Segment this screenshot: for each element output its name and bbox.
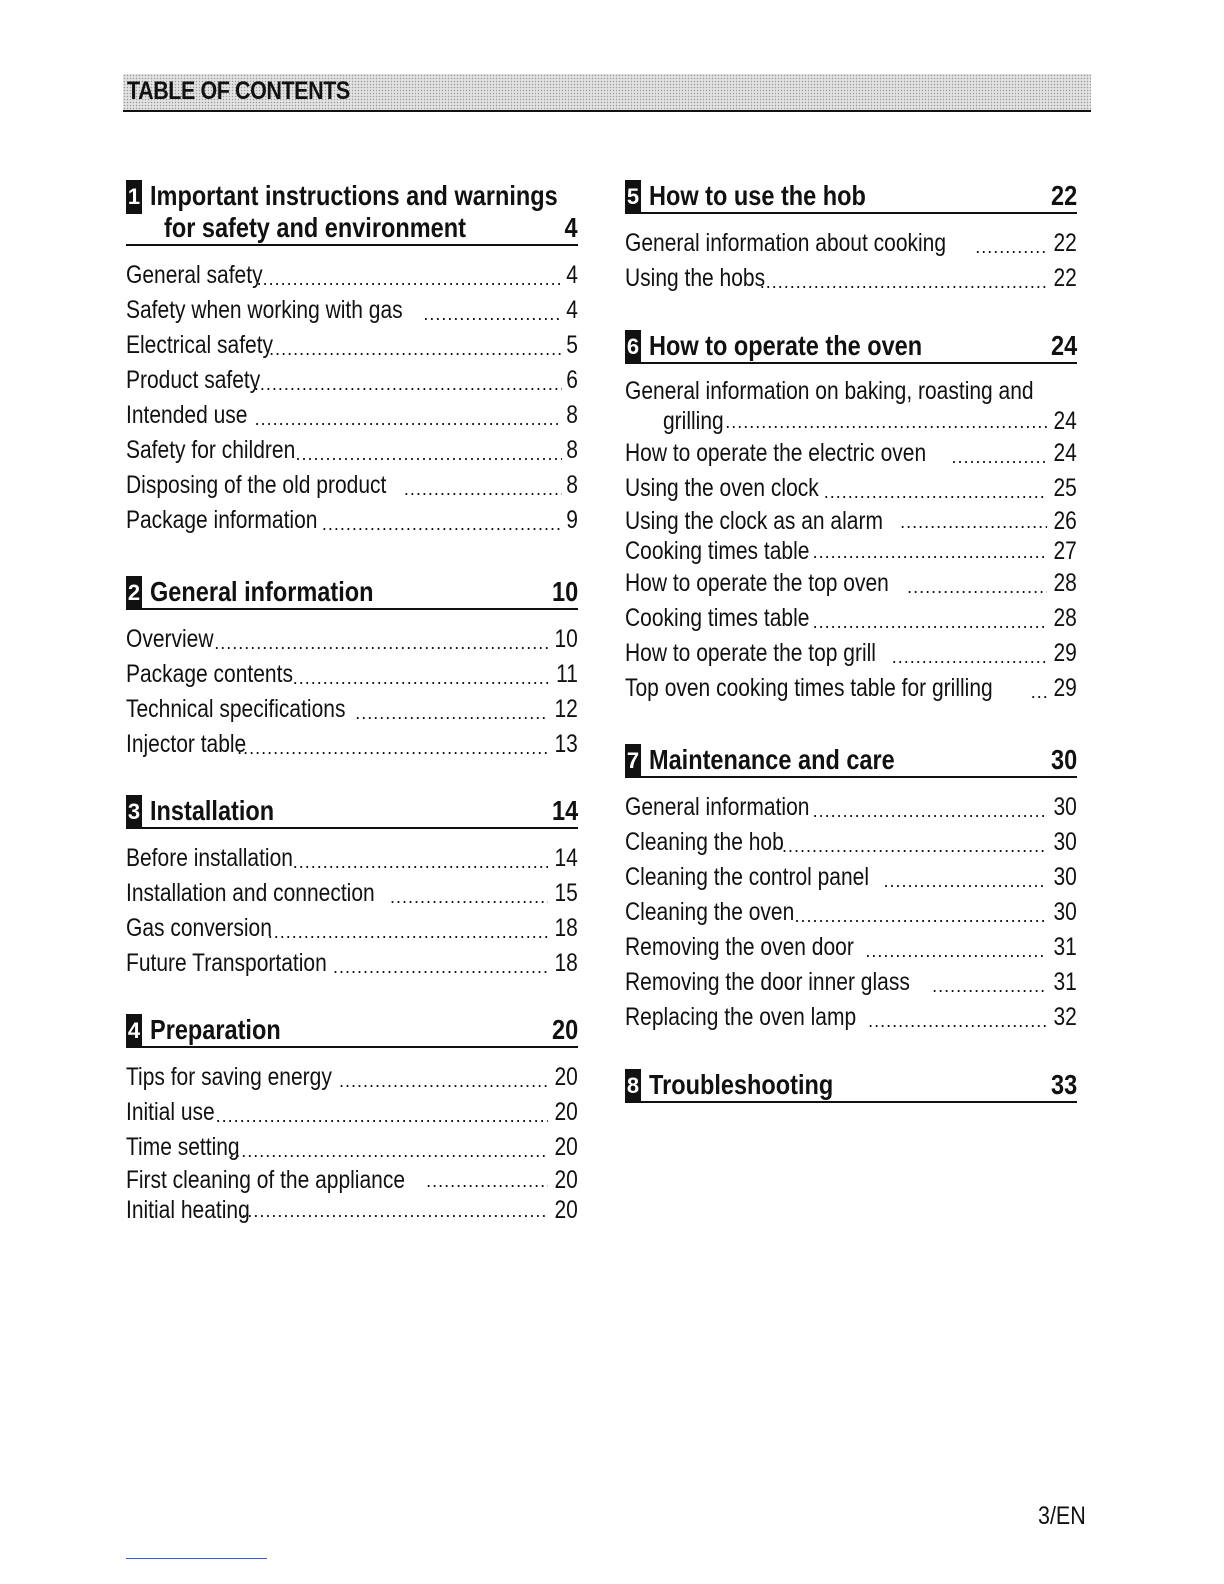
toc-entry-page: 14 [554, 844, 578, 872]
toc-entry[interactable] [126, 622, 578, 657]
section-page-number: 10 [551, 576, 578, 607]
toc-entry-list [126, 258, 578, 538]
dot-leader [339, 1067, 548, 1095]
dot-leader [795, 902, 1048, 930]
toc-entry-title: General information about cooking [625, 229, 947, 257]
dot-leader [293, 848, 548, 876]
dot-leader [229, 1137, 548, 1165]
toc-entry-page: 10 [554, 625, 578, 653]
page-title: TABLE OF CONTENTS [127, 77, 350, 105]
toc-entry[interactable] [625, 506, 1077, 536]
toc-entry-title: Cooking times table [625, 604, 810, 632]
toc-entry[interactable] [625, 436, 1077, 471]
dot-leader [214, 629, 548, 657]
toc-entry-page: 5 [566, 331, 578, 359]
toc-entry-page: 27 [1053, 537, 1077, 565]
toc-entry[interactable] [126, 727, 578, 762]
toc-entry-page: 13 [554, 730, 578, 758]
toc-entry-page: 8 [566, 401, 578, 429]
toc-entry[interactable] [625, 825, 1077, 860]
toc-entry-list [126, 841, 578, 981]
toc-entry[interactable] [126, 363, 578, 398]
toc-entry-title: Replacing the oven lamp [625, 1003, 857, 1031]
toc-entry-page: 22 [1053, 264, 1077, 292]
toc-entry-page: 30 [1053, 898, 1077, 926]
dot-leader [813, 538, 1048, 566]
section-title: How to operate the oven [649, 330, 923, 361]
toc-section-8 [625, 1069, 1077, 1103]
toc-entry[interactable] [126, 657, 578, 692]
dot-leader [725, 408, 1047, 436]
toc-entry-title: Removing the oven door [625, 933, 854, 961]
toc-entry[interactable] [625, 376, 1077, 436]
toc-entry[interactable] [126, 398, 578, 433]
toc-entry-title: General safety [126, 261, 263, 289]
toc-entry-title: Gas conversion [126, 914, 272, 942]
dot-leader [883, 867, 1047, 895]
toc-entry[interactable] [126, 1165, 578, 1195]
section-heading[interactable] [126, 1014, 578, 1048]
section-title: Troubleshooting [649, 1069, 834, 1100]
dot-leader [257, 265, 563, 293]
toc-entry-title: How to operate the top oven [625, 569, 889, 597]
toc-entry-page: 30 [1053, 828, 1077, 856]
toc-entry[interactable] [625, 965, 1077, 1000]
dot-leader [237, 734, 548, 762]
toc-entry-title: Intended use [126, 401, 248, 429]
toc-entry-title: Cleaning the hob [625, 828, 784, 856]
section-heading[interactable] [625, 330, 1077, 364]
dot-leader [426, 1167, 548, 1195]
section-page-number: 33 [1050, 1069, 1077, 1100]
toc-entry-list [126, 622, 578, 762]
chapter-number-badge: 8 [625, 1069, 641, 1103]
section-page-number: 30 [1050, 744, 1077, 775]
toc-entry-page: 32 [1053, 1003, 1077, 1031]
toc-entry-title: Technical specifications [126, 695, 346, 723]
toc-entry-title: How to operate the electric oven [625, 439, 927, 467]
toc-entry[interactable] [625, 536, 1077, 566]
toc-entry-page: 18 [554, 949, 578, 977]
toc-entry[interactable] [126, 911, 578, 946]
toc-entry-title: Time setting [126, 1133, 240, 1161]
toc-entry-title: Electrical safety [126, 331, 274, 359]
toc-entry-title: Overview [126, 625, 214, 653]
toc-entry-page: 25 [1053, 474, 1077, 502]
toc-entry-page: 8 [566, 471, 578, 499]
chapter-number-badge: 7 [625, 744, 641, 778]
toc-entry-title: Safety for children [126, 436, 296, 464]
toc-entry[interactable] [126, 468, 578, 503]
section-title: General information [150, 576, 374, 607]
section-heading[interactable] [126, 576, 578, 610]
section-page-number: 24 [1050, 330, 1077, 361]
toc-entry-title: grilling [663, 407, 724, 435]
dot-leader [296, 440, 563, 468]
section-heading[interactable] [625, 180, 1077, 214]
toc-entry-title: Product safety [126, 366, 261, 394]
chapter-number-badge: 3 [126, 795, 142, 829]
toc-entry-page: 29 [1053, 674, 1077, 702]
section-page-number: 20 [551, 1014, 578, 1045]
toc-entry-page: 4 [566, 296, 578, 324]
toc-entry[interactable] [126, 433, 578, 468]
section-heading[interactable] [126, 180, 578, 246]
toc-entry[interactable] [625, 226, 1077, 261]
dot-leader [932, 972, 1047, 1000]
toc-entry[interactable] [625, 601, 1077, 636]
dot-leader [900, 508, 1047, 536]
toc-entry[interactable] [625, 566, 1077, 601]
dot-leader [1031, 678, 1047, 706]
toc-section-1 [126, 180, 578, 538]
toc-entry-page: 26 [1053, 507, 1077, 535]
dot-leader [404, 475, 562, 503]
toc-entry-page: 31 [1053, 933, 1077, 961]
toc-section-7 [625, 744, 1077, 1035]
toc-section-2 [126, 576, 578, 762]
toc-section-3 [126, 795, 578, 981]
chapter-number-badge: 2 [126, 576, 142, 610]
toc-entry-page: 6 [566, 366, 578, 394]
toc-entry-title: Using the clock as an alarm [625, 507, 883, 535]
section-heading[interactable] [625, 1069, 1077, 1103]
toc-entry[interactable] [126, 1060, 578, 1095]
section-page-number: 14 [551, 795, 578, 826]
section-heading[interactable] [126, 795, 578, 829]
dot-leader [268, 918, 548, 946]
toc-entry-page: 20 [554, 1098, 578, 1126]
dot-leader [269, 335, 562, 363]
toc-entry[interactable] [126, 328, 578, 363]
toc-entry-page: 11 [556, 660, 578, 688]
toc-entry-title: Initial heating [126, 1196, 250, 1224]
section-title: Maintenance and care [649, 744, 895, 775]
toc-entry-title: General information on baking, roasting and [625, 377, 1034, 405]
toc-entry[interactable] [625, 261, 1077, 296]
toc-entry-list [625, 226, 1077, 296]
toc-entry-page: 20 [554, 1133, 578, 1161]
dot-leader [254, 370, 562, 398]
dot-leader [216, 1102, 549, 1130]
toc-entry-list [126, 1060, 578, 1225]
toc-entry-title: Top oven cooking times table for grilling [625, 674, 993, 702]
dot-leader [824, 478, 1048, 506]
dot-leader [390, 883, 548, 911]
toc-entry[interactable] [625, 671, 1077, 706]
toc-entry-page: 30 [1053, 863, 1077, 891]
toc-section-5 [625, 180, 1077, 296]
toc-entry-page: 28 [1053, 604, 1077, 632]
toc-entry-title: Safety when working with gas [126, 296, 403, 324]
toc-entry-title: How to operate the top grill [625, 639, 876, 667]
toc-entry-title: Cooking times table [625, 537, 810, 565]
toc-entry-title: Initial use [126, 1098, 215, 1126]
toc-entry-page: 29 [1053, 639, 1077, 667]
dot-leader [423, 300, 562, 328]
dot-leader [322, 510, 562, 538]
toc-entry-title: Disposing of the old product [126, 471, 387, 499]
toc-entry-page: 15 [554, 879, 578, 907]
chapter-number-badge: 5 [625, 180, 641, 214]
section-title: Preparation [150, 1014, 281, 1045]
toc-entry[interactable] [625, 895, 1077, 930]
toc-entry[interactable] [126, 1095, 578, 1130]
toc-entry[interactable] [126, 1130, 578, 1165]
page-number: 3/EN [1038, 1502, 1086, 1530]
toc-entry[interactable] [625, 930, 1077, 965]
dot-leader [868, 1007, 1047, 1035]
toc-entry-title: Using the oven clock [625, 474, 819, 502]
toc-entry-title: General information [625, 793, 810, 821]
toc-entry-list [625, 376, 1077, 706]
toc-entry[interactable] [126, 258, 578, 293]
toc-entry[interactable] [126, 293, 578, 328]
toc-entry-title: Cleaning the oven [625, 898, 795, 926]
toc-entry-page: 18 [554, 914, 578, 942]
toc-entry-page: 12 [554, 695, 578, 723]
page-header [123, 74, 1091, 112]
toc-entry-page: 31 [1053, 968, 1077, 996]
toc-entry-list [625, 790, 1077, 1035]
toc-entry-page: 9 [566, 506, 578, 534]
toc-entry-page: 20 [554, 1166, 578, 1194]
toc-entry-title: Using the hobs [625, 264, 766, 292]
toc-entry[interactable] [625, 790, 1077, 825]
toc-entry[interactable] [625, 860, 1077, 895]
section-title: for safety and environment [164, 212, 466, 243]
toc-entry[interactable] [625, 471, 1077, 506]
dot-leader [865, 937, 1047, 965]
toc-entry[interactable] [126, 503, 578, 538]
dot-leader [293, 664, 550, 692]
toc-section-4 [126, 1014, 578, 1225]
toc-entry-title: First cleaning of the appliance [126, 1166, 406, 1194]
dot-leader [782, 832, 1047, 860]
toc-entry-page: 28 [1053, 569, 1077, 597]
toc-entry-title: Removing the door inner glass [625, 968, 910, 996]
section-heading[interactable] [625, 744, 1077, 778]
chapter-number-badge: 6 [625, 330, 641, 364]
dot-leader [355, 699, 548, 727]
toc-entry-title: Package information [126, 506, 318, 534]
toc-entry-title: Cleaning the control panel [625, 863, 870, 891]
toc-entry-page: 30 [1053, 793, 1077, 821]
toc-entry-page: 20 [554, 1196, 578, 1224]
section-title: Important instructions and warnings [150, 180, 558, 211]
toc-entry-page: 4 [566, 261, 578, 289]
toc-entry-title: Tips for saving energy [126, 1063, 332, 1091]
dot-leader [241, 1197, 548, 1225]
toc-entry-title: Injector table [126, 730, 247, 758]
toc-entry[interactable] [625, 1000, 1077, 1035]
dot-leader [975, 233, 1047, 261]
dot-leader [813, 797, 1048, 825]
toc-entry-page: 24 [1053, 439, 1077, 467]
dot-leader [952, 443, 1048, 471]
footer-divider [126, 1558, 267, 1559]
toc-entry[interactable] [126, 1195, 578, 1225]
section-page-number: 4 [564, 212, 578, 243]
section-title: Installation [150, 795, 275, 826]
toc-entry-title: Future Transportation [126, 949, 327, 977]
dot-leader [892, 643, 1047, 671]
toc-entry-page: 20 [554, 1063, 578, 1091]
toc-entry[interactable] [625, 636, 1077, 671]
toc-entry[interactable] [126, 692, 578, 727]
chapter-number-badge: 4 [126, 1014, 142, 1048]
dot-leader [813, 608, 1048, 636]
section-page-number: 22 [1050, 180, 1077, 211]
toc-entry-title: Before installation [126, 844, 293, 872]
dot-leader [760, 268, 1047, 296]
dot-leader [333, 953, 548, 981]
toc-entry-page: 22 [1053, 229, 1077, 257]
dot-leader [907, 573, 1047, 601]
toc-entry-page: 8 [566, 436, 578, 464]
toc-entry[interactable] [126, 946, 578, 981]
toc-entry-title: Package contents [126, 660, 293, 688]
toc-entry[interactable] [126, 876, 578, 911]
toc-entry-title: Installation and connection [126, 879, 375, 907]
toc-section-6 [625, 330, 1077, 706]
section-title: How to use the hob [649, 180, 866, 211]
toc-entry-page: 24 [1053, 407, 1077, 435]
toc-entry[interactable] [126, 841, 578, 876]
dot-leader [255, 405, 563, 433]
chapter-number-badge: 1 [126, 180, 142, 214]
